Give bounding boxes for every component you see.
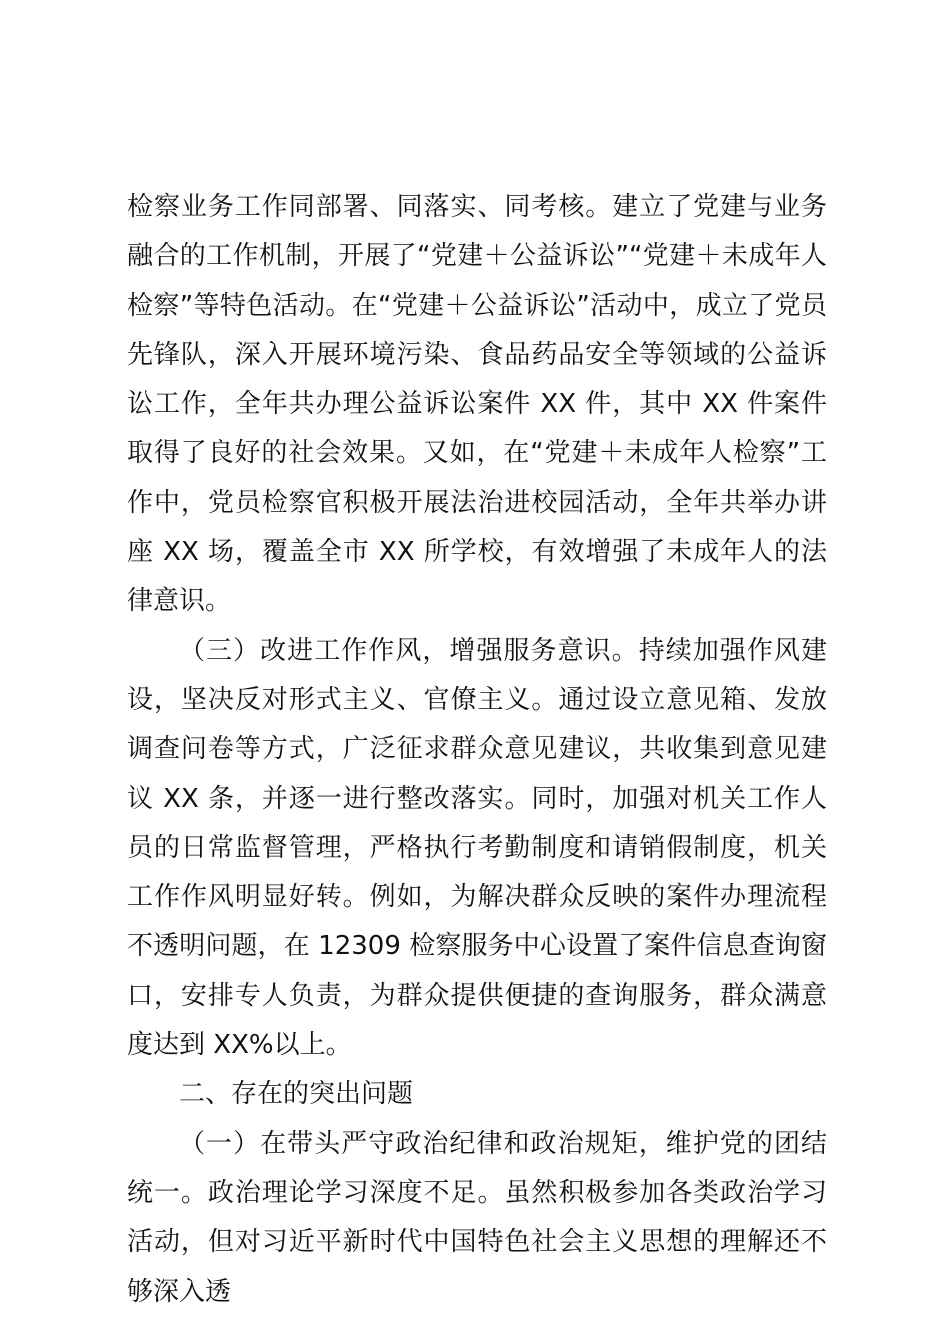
paragraph-political-discipline: （一）在带头严守政治纪律和政治规矩，维护党的团结统一。政治理论学习深度不足。虽然积极参加各类政治学习活动，但对习近平新时代中国特色社会主义思想的理解还不够深入透 <box>127 1128 827 1307</box>
document-body <box>127 183 827 1317</box>
section-heading-problems: 二、存在的突出问题 <box>179 1079 414 1110</box>
paragraph-continuation: 检察业务工作同部署、同落实、同考核。建立了党建与业务融合的工作机制，开展了“党建＋公益诉讼”“党建＋未成年人检察”等特色活动。在“党建＋公益诉讼”活动中，成立了党员先锋队，深入开展环境污染、食品药品安全等领域的公益诉讼工作，全年共办理公益诉讼案件 XX 件，其中 XX 件案件取得了良好的社会效果。又如，在“党建＋未成年人检察”工作中，党员检察官积极开展法治进校园活动，全年共举办讲座 XX 场，覆盖全市 XX 所学校，有效增强了未成年人的法律意识。 <box>127 192 827 617</box>
paragraph-improve-work-style: （三）改进工作作风，增强服务意识。持续加强作风建设，坚决反对形式主义、官僚主义。通过设立意见箱、发放调查问卷等方式，广泛征求群众意见建议，共收集到意见建议 XX 条，并逐一进行整改落实。同时，加强对机关工作人员的日常监督管理，严格执行考勤制度和请销假制度，机关工作作风明显好转。例如，为解决群众反映的案件办理流程不透明问题，在 12309 检察服务中心设置了案件信息查询窗口，安排专人负责，为群众提供便捷的查询服务，群众满意度达到 XX%以上。 <box>127 635 827 1061</box>
